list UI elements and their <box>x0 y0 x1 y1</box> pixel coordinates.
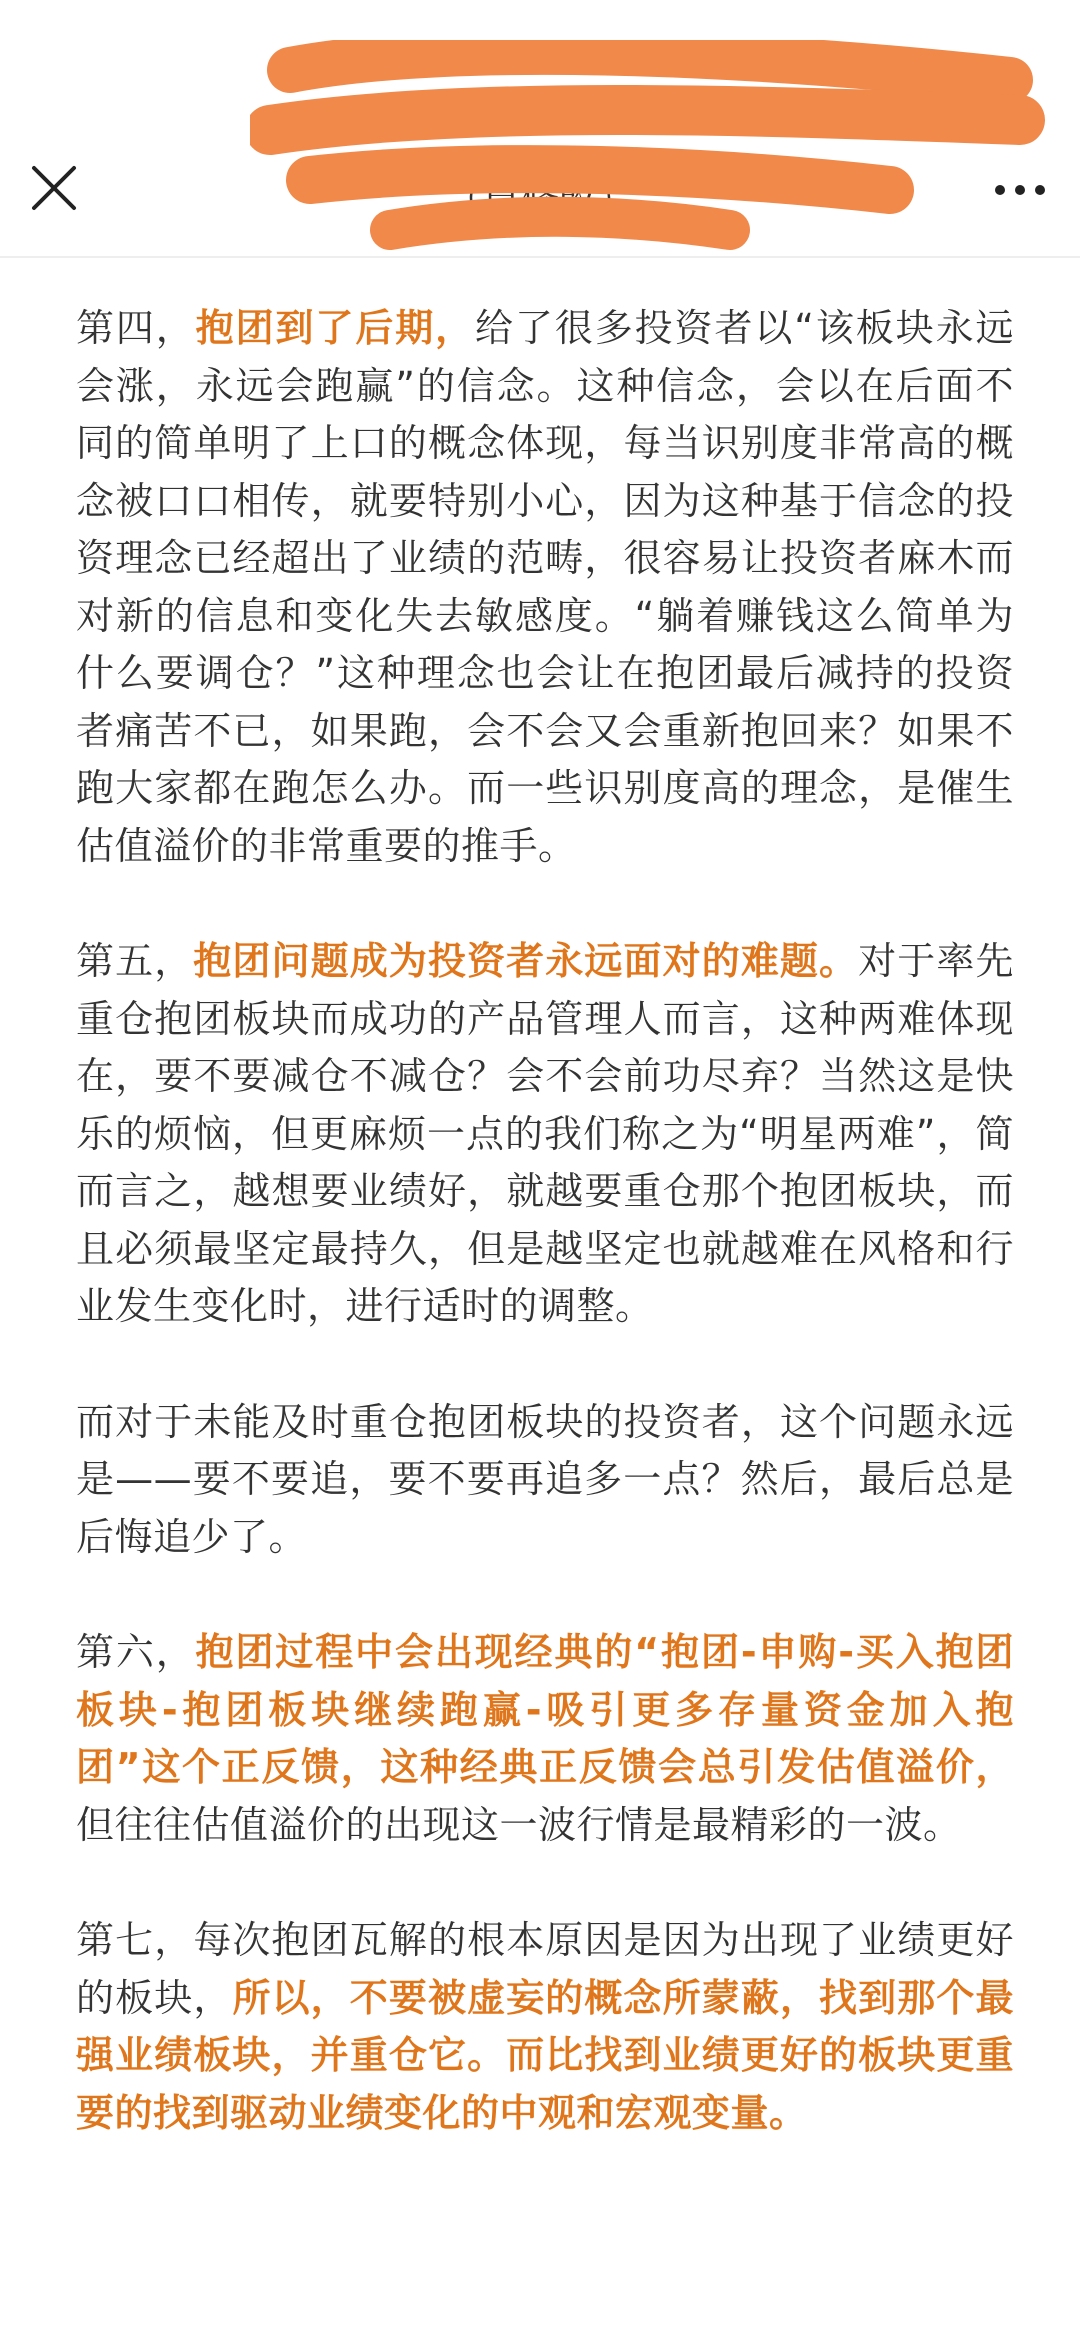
paragraph-6-lead: 第六， <box>76 1630 196 1674</box>
redaction-scribble <box>250 40 1050 260</box>
more-options-button[interactable] <box>990 170 1050 210</box>
paragraph-6 <box>76 1624 1014 1854</box>
paragraph-4-text: 给了很多投资者以“该板块永远会涨，永远会跑赢”的信念。这种信念，会以在后面不同的简单明了上口的概念体现，每当识别度非常高的概念被口口相传，就要特别小心，因为这种基于信念的投资理念已经超出了业绩的范畴，很容易让投资者麻木而对新的信息和变化失去敏感度。“躺着赚钱这么简单为什么要调仓？”这种理念也会让在抱团最后减持的投资者痛苦不已，如果跑，会不会又会重新抱回来？如果不跑大家都在跑怎么办。而一些识别度高的理念，是催生估值溢价的非常重要的推手。 <box>76 306 1014 868</box>
paragraph-5 <box>76 933 1014 1336</box>
paragraph-5-followup <box>76 1394 1014 1567</box>
paragraph-5-followup-text: 而对于未能及时重仓抱团板块的投资者，这个问题永远是——要不要追，要不要再追多一点？然后，最后总是后悔追少了。 <box>76 1399 1014 1559</box>
paragraph-7 <box>76 1912 1014 2142</box>
paragraph-6-text: 但往往估值溢价的出现这一波行情是最精彩的一波。 <box>76 1802 962 1847</box>
paragraph-4 <box>76 300 1014 875</box>
close-icon <box>26 160 82 216</box>
top-navigation-bar <box>0 0 1080 258</box>
page-title: （已修改） <box>444 177 635 221</box>
more-icon <box>990 170 1050 210</box>
paragraph-4-highlight: 抱团到了后期， <box>195 306 476 350</box>
close-button[interactable] <box>26 160 82 216</box>
paragraph-5-text: 对于率先重仓抱团板块而成功的产品管理人而言，这种两难体现在，要不要减仓不减仓？会不会前功尽弃？当然这是快乐的烦恼，但更麻烦一点的我们称之为“明星两难”，简而言之，越想要业绩好，就越要重仓那个抱团板块，而且必须最坚定最持久，但是越坚定也就越难在风格和行业发生变化时，进行适时的调整。 <box>76 939 1014 1328</box>
paragraph-4-lead: 第四， <box>76 306 196 350</box>
article-body <box>76 300 1014 2200</box>
paragraph-5-lead: 第五， <box>76 939 194 983</box>
paragraph-6-highlight: 抱团过程中会出现经典的“抱团-申购-买入抱团板块-抱团板块继续跑赢-吸引更多存量资金加入抱团”这个正反馈，这种经典正反馈会总引发估值溢价， <box>76 1630 1014 1789</box>
paragraph-5-highlight: 抱团问题成为投资者永远面对的难题。 <box>193 939 859 983</box>
paragraph-7-text: 第七，每次抱团瓦解的根本原因是因为出现了业绩更好的板块， <box>76 1918 1014 2020</box>
paragraph-7-highlight: 所以，不要被虚妄的概念所蒙蔽，找到那个最强业绩板块，并重仓它。而比找到业绩更好的板块更重要的找到驱动业绩变化的中观和宏观变量。 <box>76 1975 1014 2135</box>
